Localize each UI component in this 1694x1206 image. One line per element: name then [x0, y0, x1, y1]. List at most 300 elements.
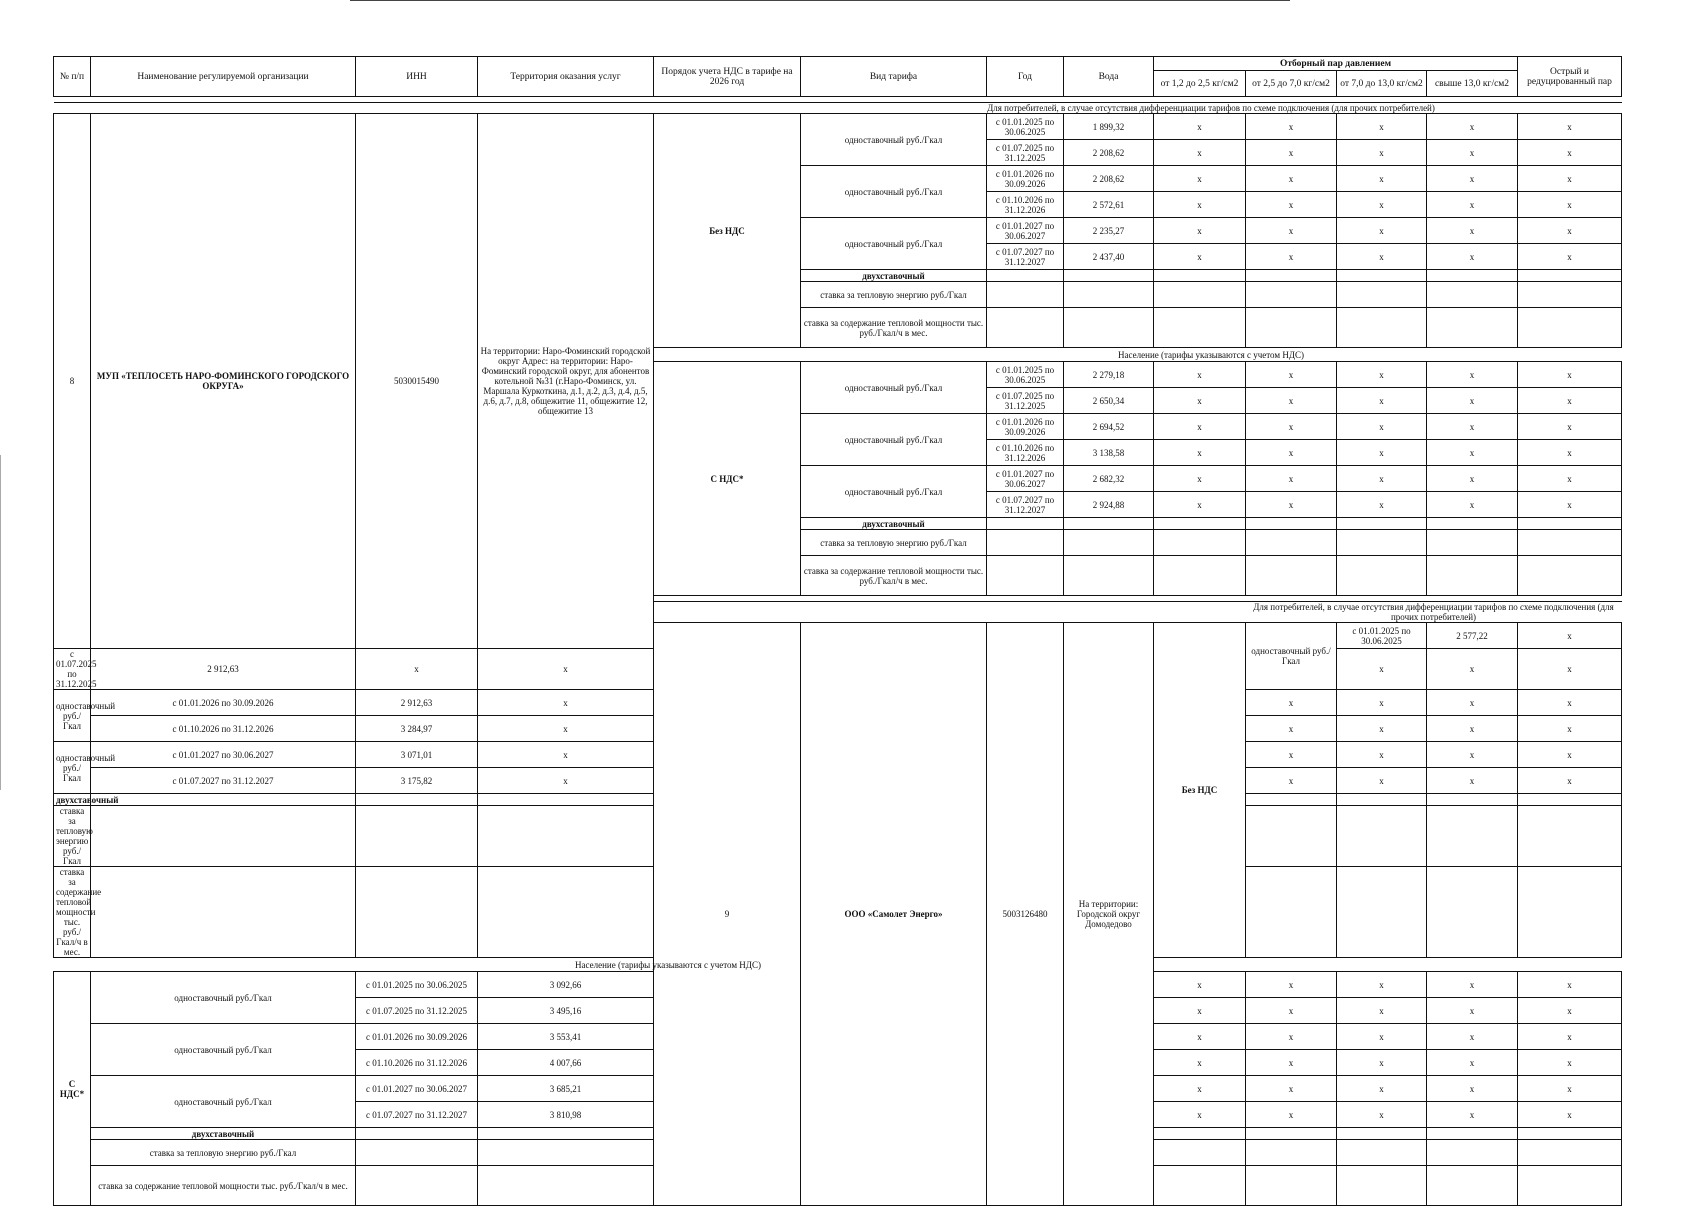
x-mark: x	[1154, 388, 1246, 414]
empty-cell	[987, 518, 1064, 530]
x-mark: x	[1154, 140, 1246, 166]
empty-cell	[1337, 1140, 1427, 1166]
empty-cell	[478, 1166, 654, 1206]
period-cell: с 01.07.2025 по 31.12.2025	[54, 649, 91, 690]
header-steam-group: Отборный пар давлением	[1154, 57, 1518, 71]
empty-cell	[1427, 556, 1518, 596]
x-mark: x	[1427, 362, 1518, 388]
x-mark: x	[1246, 1102, 1337, 1128]
x-mark: x	[1246, 742, 1337, 768]
water-value: 2 912,63	[356, 690, 478, 716]
empty-cell	[1518, 1128, 1622, 1140]
x-mark: x	[1246, 492, 1337, 518]
water-value: 3 175,82	[356, 768, 478, 794]
capacity-rate-label: ставка за содержание тепловой мощности тыс. руб./Гкал/ч в мес.	[91, 1166, 356, 1206]
empty-cell	[1518, 1140, 1622, 1166]
empty-cell	[1154, 1166, 1246, 1206]
x-mark: x	[1427, 1050, 1518, 1076]
x-mark: x	[1337, 140, 1427, 166]
x-mark: x	[1518, 768, 1622, 794]
empty-cell	[1064, 282, 1154, 308]
org-inn: 5003126480	[987, 623, 1064, 1206]
x-mark: x	[1154, 492, 1246, 518]
empty-cell	[1518, 556, 1622, 596]
x-mark: x	[1154, 972, 1246, 998]
period-cell: с 01.10.2026 по 31.12.2026	[91, 716, 356, 742]
x-mark: x	[1427, 140, 1518, 166]
x-mark: x	[1246, 362, 1337, 388]
x-mark: x	[1427, 1076, 1518, 1102]
table-body	[54, 97, 1622, 1206]
water-value: 3 071,01	[356, 742, 478, 768]
water-value: 2 235,27	[1064, 218, 1154, 244]
x-mark: x	[1427, 414, 1518, 440]
empty-cell	[1064, 556, 1154, 596]
empty-cell	[1427, 282, 1518, 308]
header-vat-order: Порядок учета НДС в тарифе на 2026 год	[654, 57, 801, 97]
x-mark: x	[1246, 466, 1337, 492]
empty-cell	[1246, 270, 1337, 282]
org-number: 8	[54, 114, 91, 649]
x-mark: x	[1246, 440, 1337, 466]
tariff-type-one-part: одноставочный руб./Гкал	[91, 972, 356, 1024]
empty-cell	[1154, 308, 1246, 348]
period-cell: с 01.10.2026 по 31.12.2026	[987, 192, 1064, 218]
x-mark: x	[1246, 388, 1337, 414]
water-value: 2 694,52	[1064, 414, 1154, 440]
water-value: 3 138,58	[1064, 440, 1154, 466]
x-mark: x	[1337, 388, 1427, 414]
empty-cell	[356, 1166, 478, 1206]
tariff-type-one-part: одноставочный руб./Гкал	[801, 218, 987, 270]
empty-cell	[1337, 806, 1427, 867]
empty-cell	[1064, 518, 1154, 530]
header-steam-2: от 2,5 до 7,0 кг/см2	[1246, 71, 1337, 97]
tariff-type-one-part: одноставочный руб./Гкал	[801, 466, 987, 518]
water-value: 2 437,40	[1064, 244, 1154, 270]
x-mark: x	[1246, 1076, 1337, 1102]
x-mark: x	[1518, 414, 1622, 440]
empty-cell	[1337, 530, 1427, 556]
header-territory: Территория оказания услуг	[478, 57, 654, 97]
x-mark: x	[1337, 768, 1427, 794]
empty-cell	[1427, 1128, 1518, 1140]
period-cell: с 01.01.2027 по 30.06.2027	[356, 1076, 478, 1102]
empty-cell	[1154, 282, 1246, 308]
x-mark: x	[1154, 1050, 1246, 1076]
tariff-row	[54, 114, 1622, 140]
tariff-type-one-part: одноставочный руб./Гкал	[801, 362, 987, 414]
empty-cell	[1518, 518, 1622, 530]
vat-order-no-vat: Без НДС	[654, 114, 801, 348]
water-value: 3 685,21	[478, 1076, 654, 1102]
capacity-rate-label: ставка за содержание тепловой мощности тыс. руб./Гкал/ч в мес.	[801, 308, 987, 348]
x-mark: x	[1518, 192, 1622, 218]
x-mark: x	[1427, 742, 1518, 768]
x-mark: x	[356, 649, 478, 690]
empty-cell	[1246, 530, 1337, 556]
tariff-type-two-part: двухставочный	[801, 270, 987, 282]
capacity-rate-label: ставка за содержание тепловой мощности тыс. руб./Гкал/ч в мес.	[801, 556, 987, 596]
x-mark: x	[1518, 623, 1622, 649]
x-mark: x	[478, 649, 654, 690]
x-mark: x	[1518, 1050, 1622, 1076]
x-mark: x	[1246, 998, 1337, 1024]
header-num: № п/п	[54, 57, 91, 97]
empty-cell	[1246, 282, 1337, 308]
empty-cell	[1427, 270, 1518, 282]
x-mark: x	[1427, 1024, 1518, 1050]
x-mark: x	[1246, 166, 1337, 192]
x-mark: x	[1427, 649, 1518, 690]
x-mark: x	[1246, 690, 1337, 716]
empty-cell	[1154, 1140, 1246, 1166]
tariff-type-one-part: одноставочный руб./Гкал	[801, 414, 987, 466]
x-mark: x	[1154, 440, 1246, 466]
empty-cell	[1064, 530, 1154, 556]
x-mark: x	[1518, 114, 1622, 140]
empty-cell	[987, 556, 1064, 596]
empty-cell	[1246, 1140, 1337, 1166]
x-mark: x	[1246, 218, 1337, 244]
table-header	[54, 57, 1622, 97]
empty-cell	[1427, 530, 1518, 556]
x-mark: x	[1337, 972, 1427, 998]
period-cell: с 01.01.2027 по 30.06.2027	[91, 742, 356, 768]
period-cell: с 01.07.2027 по 31.12.2027	[91, 768, 356, 794]
empty-cell	[987, 282, 1064, 308]
x-mark: x	[1518, 690, 1622, 716]
x-mark: x	[1154, 1024, 1246, 1050]
x-mark: x	[1337, 244, 1427, 270]
note-row	[54, 103, 1622, 114]
empty-cell	[1246, 308, 1337, 348]
period-cell: с 01.01.2026 по 30.09.2026	[356, 1024, 478, 1050]
x-mark: x	[1337, 414, 1427, 440]
period-cell: с 01.01.2027 по 30.06.2027	[987, 218, 1064, 244]
x-mark: x	[478, 690, 654, 716]
empty-cell	[1427, 794, 1518, 806]
empty-cell	[356, 806, 478, 867]
empty-cell	[1154, 1128, 1246, 1140]
x-mark: x	[1337, 1102, 1427, 1128]
x-mark: x	[1518, 244, 1622, 270]
period-cell: с 01.10.2026 по 31.12.2026	[356, 1050, 478, 1076]
x-mark: x	[1337, 1024, 1427, 1050]
x-mark: x	[1154, 218, 1246, 244]
period-cell: с 01.01.2025 по 30.06.2025	[1337, 623, 1427, 649]
water-value: 3 810,98	[478, 1102, 654, 1128]
x-mark: x	[1427, 972, 1518, 998]
x-mark: x	[1427, 690, 1518, 716]
note-other-consumers: Для потребителей, в случае отсутствия дифференциации тарифов по схеме подключения (для прочих потребителей)	[1246, 602, 1622, 623]
vat-order-with-vat: С НДС*	[654, 362, 801, 596]
top-rule	[350, 0, 1290, 1]
empty-cell	[1246, 556, 1337, 596]
x-mark: x	[1246, 1024, 1337, 1050]
x-mark: x	[1427, 492, 1518, 518]
empty-cell	[91, 867, 356, 958]
tariff-type-one-part: одноставочный руб./Гкал	[801, 114, 987, 166]
water-value: 3 495,16	[478, 998, 654, 1024]
empty-cell	[1337, 1128, 1427, 1140]
note-spacer	[654, 602, 1246, 623]
header-water: Вода	[1064, 57, 1154, 97]
vat-spacer	[54, 958, 91, 972]
vat-spacer	[654, 348, 801, 362]
empty-cell	[1337, 1166, 1427, 1206]
empty-cell	[1518, 282, 1622, 308]
empty-cell	[1246, 867, 1337, 958]
tariff-type-two-part: двухставочный	[91, 1128, 356, 1140]
empty-cell	[478, 794, 654, 806]
empty-cell	[1427, 806, 1518, 867]
water-value: 3 284,97	[356, 716, 478, 742]
empty-cell	[1518, 794, 1622, 806]
x-mark: x	[1518, 140, 1622, 166]
x-mark: x	[1427, 114, 1518, 140]
x-mark: x	[1246, 414, 1337, 440]
x-mark: x	[1518, 649, 1622, 690]
x-mark: x	[1337, 716, 1427, 742]
empty-cell	[1518, 806, 1622, 867]
period-cell: с 01.07.2025 по 31.12.2025	[987, 140, 1064, 166]
header-steam-3: от 7,0 до 13,0 кг/см2	[1337, 71, 1427, 97]
empty-cell	[1427, 308, 1518, 348]
capacity-rate-label: ставка за содержание тепловой мощности тыс. руб./Гкал/ч в мес.	[54, 867, 91, 958]
x-mark: x	[1154, 114, 1246, 140]
x-mark: x	[1518, 742, 1622, 768]
empty-cell	[1154, 270, 1246, 282]
x-mark: x	[1154, 998, 1246, 1024]
empty-cell	[1518, 530, 1622, 556]
empty-cell	[1246, 518, 1337, 530]
x-mark: x	[1427, 192, 1518, 218]
water-value: 2 279,18	[1064, 362, 1154, 388]
period-cell: с 01.01.2025 по 30.06.2025	[987, 362, 1064, 388]
water-value: 2 572,61	[1064, 192, 1154, 218]
x-mark: x	[1337, 1050, 1427, 1076]
empty-cell	[356, 1128, 478, 1140]
x-mark: x	[1337, 192, 1427, 218]
x-mark: x	[1154, 192, 1246, 218]
empty-cell	[1518, 867, 1622, 958]
x-mark: x	[1427, 768, 1518, 794]
x-mark: x	[1337, 114, 1427, 140]
empty-cell	[1518, 308, 1622, 348]
x-mark: x	[478, 768, 654, 794]
x-mark: x	[1337, 166, 1427, 192]
energy-rate-label: ставка за тепловую энергию руб./Гкал	[91, 1140, 356, 1166]
tariff-type-one-part: одноставочный руб./Гкал	[91, 1076, 356, 1128]
x-mark: x	[1518, 166, 1622, 192]
tariff-type-one-part: одноставочный руб./Гкал	[91, 1024, 356, 1076]
x-mark: x	[1246, 716, 1337, 742]
scan-edge-mark	[0, 455, 1, 790]
empty-cell	[1337, 270, 1427, 282]
empty-cell	[1427, 1166, 1518, 1206]
x-mark: x	[1518, 218, 1622, 244]
x-mark: x	[1337, 1076, 1427, 1102]
x-mark: x	[1337, 466, 1427, 492]
x-mark: x	[1246, 972, 1337, 998]
empty-cell	[478, 1128, 654, 1140]
x-mark: x	[1337, 362, 1427, 388]
energy-rate-label: ставка за тепловую энергию руб./Гкал	[801, 282, 987, 308]
period-cell: с 01.01.2026 по 30.09.2026	[987, 414, 1064, 440]
org-territory: На территории: Наро-Фоминский городской округ Адрес: на территории: Наро-Фоминский городской округ, для абонентов котельной №31 (г.Наро-Фоминск, ул. Маршала Куркоткина, д.1, д.2, д.3, д.4, д.5, д.6, д.7, д.8, общежитие 11, общежитие 12, общежитие 13	[478, 114, 654, 649]
x-mark: x	[1154, 1076, 1246, 1102]
org-inn: 5030015490	[356, 114, 478, 649]
empty-cell	[1337, 518, 1427, 530]
x-mark: x	[1246, 768, 1337, 794]
empty-cell	[1427, 867, 1518, 958]
water-value: 2 924,88	[1064, 492, 1154, 518]
energy-rate-label: ставка за тепловую энергию руб./Гкал	[54, 806, 91, 867]
period-cell: с 01.07.2027 по 31.12.2027	[987, 244, 1064, 270]
tariff-type-one-part: одноставочный руб./Гкал	[54, 742, 91, 794]
note-other-consumers: Для потребителей, в случае отсутствия дифференциации тарифов по схеме подключения (для прочих потребителей)	[801, 103, 1622, 114]
x-mark: x	[1427, 440, 1518, 466]
x-mark: x	[1518, 716, 1622, 742]
note-population: Население (тарифы указываются с учетом НДС)	[91, 958, 1246, 972]
population-note-row	[54, 958, 1622, 972]
header-inn: ИНН	[356, 57, 478, 97]
tariff-type-two-part: двухставочный	[54, 794, 91, 806]
tariff-table	[53, 56, 1622, 1206]
x-mark: x	[1518, 492, 1622, 518]
empty-cell	[91, 806, 356, 867]
empty-cell	[1064, 270, 1154, 282]
empty-cell	[478, 1140, 654, 1166]
x-mark: x	[1427, 998, 1518, 1024]
x-mark: x	[1246, 114, 1337, 140]
x-mark: x	[1337, 440, 1427, 466]
x-mark: x	[478, 716, 654, 742]
period-cell: с 01.01.2025 по 30.06.2025	[987, 114, 1064, 140]
vat-order-with-vat: С НДС*	[54, 972, 91, 1206]
x-mark: x	[1246, 1050, 1337, 1076]
header-year: Год	[987, 57, 1064, 97]
period-cell: с 01.07.2025 по 31.12.2025	[356, 998, 478, 1024]
vat-order-no-vat: Без НДС	[1154, 623, 1246, 958]
water-value: 3 553,41	[478, 1024, 654, 1050]
x-mark: x	[1337, 218, 1427, 244]
empty-cell	[1427, 1140, 1518, 1166]
x-mark: x	[1154, 414, 1246, 440]
x-mark: x	[1427, 1102, 1518, 1128]
x-mark: x	[1518, 998, 1622, 1024]
tariff-type-one-part: одноставочный руб./Гкал	[1246, 623, 1337, 690]
x-mark: x	[1154, 244, 1246, 270]
x-mark: x	[1154, 362, 1246, 388]
org-territory: На территории: Городской округ Домодедово	[1064, 623, 1154, 1206]
x-mark: x	[1518, 362, 1622, 388]
empty-cell	[478, 806, 654, 867]
org-name: ООО «Самолет Энерго»	[801, 623, 987, 1206]
period-cell: с 01.01.2025 по 30.06.2025	[356, 972, 478, 998]
empty-cell	[1337, 867, 1427, 958]
x-mark: x	[1154, 1102, 1246, 1128]
water-value: 2 208,62	[1064, 140, 1154, 166]
tariff-type-two-part: двухставочный	[801, 518, 987, 530]
period-cell: с 01.01.2026 по 30.09.2026	[987, 166, 1064, 192]
empty-cell	[1154, 530, 1246, 556]
x-mark: x	[1154, 466, 1246, 492]
empty-cell	[1337, 556, 1427, 596]
empty-cell	[1518, 1166, 1622, 1206]
water-value: 2 650,34	[1064, 388, 1154, 414]
energy-rate-label: ставка за тепловую энергию руб./Гкал	[801, 530, 987, 556]
x-mark: x	[1337, 492, 1427, 518]
empty-cell	[1154, 518, 1246, 530]
empty-cell	[478, 867, 654, 958]
empty-cell	[91, 794, 356, 806]
x-mark: x	[1518, 440, 1622, 466]
header-tariff-type: Вид тарифа	[801, 57, 987, 97]
water-value: 2 208,62	[1064, 166, 1154, 192]
tariff-type-one-part: одноставочный руб./Гкал	[801, 166, 987, 218]
org-number: 9	[654, 623, 801, 1206]
empty-cell	[1427, 518, 1518, 530]
x-mark: x	[1337, 649, 1427, 690]
x-mark: x	[1518, 1102, 1622, 1128]
x-mark: x	[1246, 140, 1337, 166]
period-cell: с 01.01.2026 по 30.09.2026	[91, 690, 356, 716]
x-mark: x	[1518, 1024, 1622, 1050]
empty-cell	[356, 794, 478, 806]
empty-cell	[1246, 1166, 1337, 1206]
empty-cell	[356, 1140, 478, 1166]
header-sharp-steam: Острый и редуцированный пар	[1518, 57, 1622, 97]
x-mark: x	[1518, 388, 1622, 414]
org-name: МУП «ТЕПЛОСЕТЬ НАРО-ФОМИНСКОГО ГОРОДСКОГО ОКРУГА»	[91, 114, 356, 649]
empty-cell	[1337, 282, 1427, 308]
period-cell: с 01.07.2027 по 31.12.2027	[987, 492, 1064, 518]
period-cell: с 01.10.2026 по 31.12.2026	[987, 440, 1064, 466]
empty-cell	[1518, 270, 1622, 282]
empty-cell	[1246, 806, 1337, 867]
empty-cell	[356, 867, 478, 958]
x-mark: x	[1518, 466, 1622, 492]
x-mark: x	[1246, 244, 1337, 270]
period-cell: с 01.07.2027 по 31.12.2027	[356, 1102, 478, 1128]
empty-cell	[987, 308, 1064, 348]
empty-cell	[987, 270, 1064, 282]
header-steam-4: свыше 13,0 кг/см2	[1427, 71, 1518, 97]
water-value: 2 577,22	[1427, 623, 1518, 649]
water-value: 2 682,32	[1064, 466, 1154, 492]
header-org: Наименование регулируемой организации	[91, 57, 356, 97]
empty-cell	[987, 530, 1064, 556]
water-value: 4 007,66	[478, 1050, 654, 1076]
water-value: 3 092,66	[478, 972, 654, 998]
x-mark: x	[1427, 218, 1518, 244]
header-steam-1: от 1,2 до 2,5 кг/см2	[1154, 71, 1246, 97]
x-mark: x	[1337, 742, 1427, 768]
x-mark: x	[478, 742, 654, 768]
x-mark: x	[1427, 166, 1518, 192]
x-mark: x	[1518, 1076, 1622, 1102]
x-mark: x	[1246, 192, 1337, 218]
x-mark: x	[1337, 690, 1427, 716]
empty-cell	[1246, 794, 1337, 806]
x-mark: x	[1337, 998, 1427, 1024]
empty-cell	[1246, 1128, 1337, 1140]
note-spacer	[54, 103, 801, 114]
note-population: Население (тарифы указываются с учетом НДС)	[801, 348, 1622, 362]
water-value: 1 899,32	[1064, 114, 1154, 140]
